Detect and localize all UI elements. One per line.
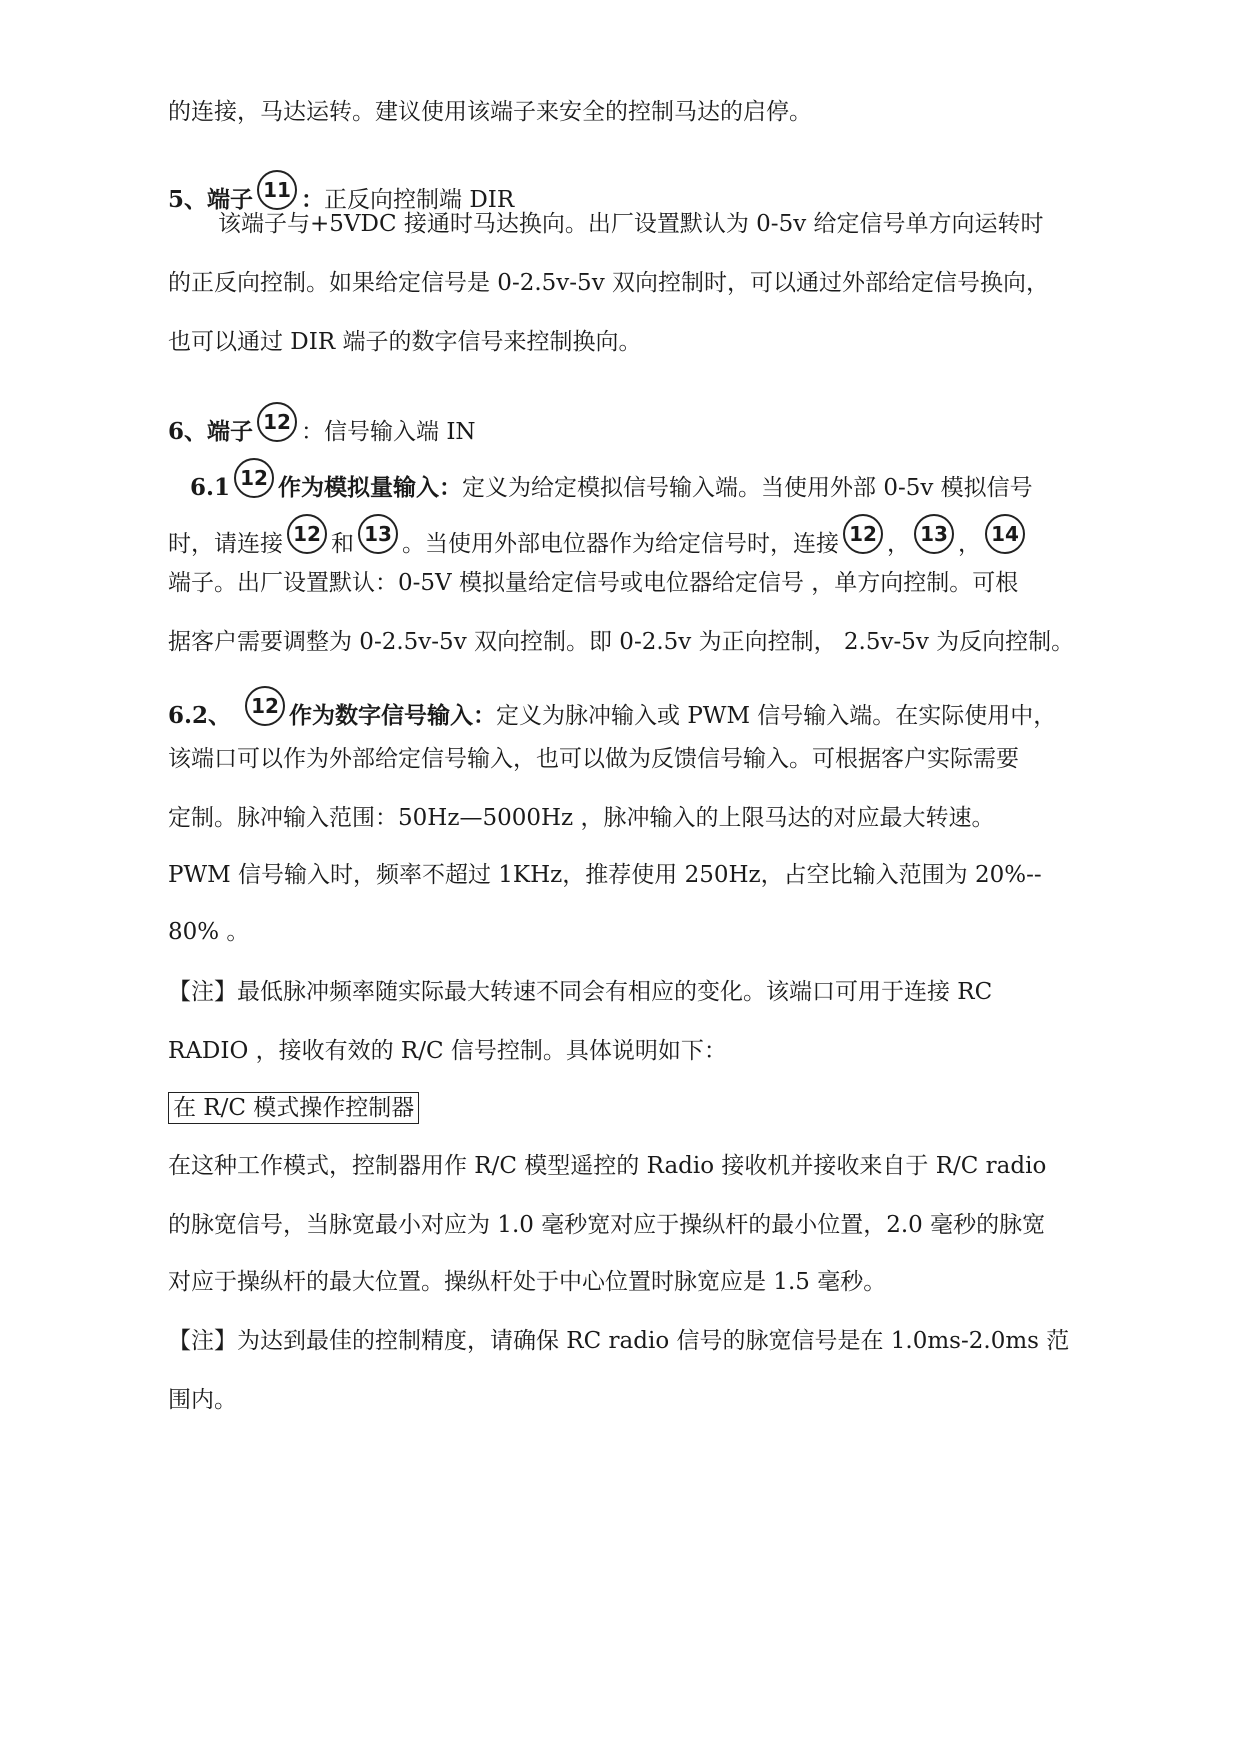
subsection-label: 作为数字信号输入：: [289, 702, 497, 729]
paragraph-line: [168, 514, 1029, 560]
separator: ：: [301, 186, 325, 213]
paragraph-line: 定制。脉冲输入范围：50Hz—5000Hz ，脉冲输入的上限马达的对应最大转速。: [168, 805, 995, 831]
text-run: ，: [887, 531, 910, 557]
paragraph-line: 的脉宽信号，当脉宽最小对应为 1.0 毫秒宽对应于操纵杆的最小位置，2.0 毫秒的脉宽: [168, 1212, 1046, 1238]
boxed-heading-text: 在 R/C 模式操作控制器: [168, 1092, 419, 1124]
paragraph-line: 的连接，马达运转。建议使用该端子来安全的控制马达的启停。: [168, 99, 812, 125]
subsection-text: 定义为给定模拟信号输入端。当使用外部 0-5v 模拟信号: [462, 475, 1033, 501]
section-label: 端子: [207, 186, 254, 213]
terminal-number-circle: 12: [234, 458, 274, 498]
paragraph-line: 80% 。: [168, 919, 250, 945]
paragraph-line: 据客户需要调整为 0-2.5v-5v 双向控制。即 0-2.5v 为正向控制， 2.5v-5v 为反向控制。: [168, 629, 1075, 655]
section-text: 正反向控制端 DIR: [324, 187, 515, 213]
note-line: 围内。: [168, 1387, 237, 1413]
separator: ：: [301, 419, 325, 445]
paragraph-line: 该端口可以作为外部给定信号输入，也可以做为反馈信号输入。可根据客户实际需要: [168, 746, 1019, 772]
paragraph-line: PWM 信号输入时，频率不超过 1KHz，推荐使用 250Hz，占空比输入范围为 20%--: [168, 862, 1042, 888]
paragraph-line: 端子。出厂设置默认：0-5V 模拟量给定信号或电位器给定信号 ，单方向控制。可根: [168, 570, 1019, 596]
terminal-number-circle: 13: [914, 514, 954, 554]
paragraph-line: 该端子与+5VDC 接通时马达换向。出厂设置默认为 0-5v 给定信号单方向运转时: [218, 211, 1044, 237]
text-run: 。当使用外部电位器作为给定信号时，连接: [402, 531, 839, 557]
terminal-number-circle: 12: [257, 402, 297, 442]
terminal-number-circle: 13: [358, 514, 398, 554]
subsection-number: 6.1: [190, 474, 231, 501]
subsection-label: 作为模拟量输入：: [278, 474, 463, 501]
paragraph-line: 的正反向控制。如果给定信号是 0-2.5v-5v 双向控制时，可以通过外部给定信号换向，: [168, 270, 1049, 296]
note-line: 【注】为达到最佳的控制精度，请确保 RC radio 信号的脉宽信号是在 1.0ms-2.0ms 范: [168, 1328, 1070, 1354]
text-run: 时，请连接: [168, 531, 283, 557]
subsection-6-1-line: [190, 458, 1033, 504]
terminal-number-circle: 14: [985, 514, 1025, 554]
paragraph-line: 对应于操纵杆的最大位置。操纵杆处于中心位置时脉宽应是 1.5 毫秒。: [168, 1269, 887, 1295]
terminal-number-circle: 12: [287, 514, 327, 554]
terminal-number-circle: 11: [257, 170, 297, 210]
section-label: 端子: [207, 418, 254, 445]
note-line: 【注】最低脉冲频率随实际最大转速不同会有相应的变化。该端口可用于连接 RC: [168, 979, 993, 1005]
section-text: 信号输入端 IN: [324, 419, 476, 445]
section-heading-6: [168, 402, 476, 448]
subsection-text: 定义为脉冲输入或 PWM 信号输入端。在实际使用中，: [496, 703, 1057, 729]
text-run: ，: [958, 531, 981, 557]
note-line: RADIO ，接收有效的 R/C 信号控制。具体说明如下：: [168, 1038, 727, 1064]
paragraph-line: 在这种工作模式，控制器用作 R/C 模型遥控的 Radio 接收机并接收来自于 R/C radio: [168, 1153, 1047, 1179]
paragraph-line: 也可以通过 DIR 端子的数字信号来控制换向。: [168, 329, 642, 355]
subsection-6-2-line: [168, 686, 1056, 732]
text-run: 和: [331, 531, 354, 557]
section-number: 6、: [168, 418, 208, 445]
terminal-number-circle: 12: [843, 514, 883, 554]
boxed-heading: [168, 1092, 419, 1124]
subsection-number: 6.2、: [168, 702, 232, 729]
terminal-number-circle: 12: [245, 686, 285, 726]
section-number: 5、: [168, 186, 208, 213]
